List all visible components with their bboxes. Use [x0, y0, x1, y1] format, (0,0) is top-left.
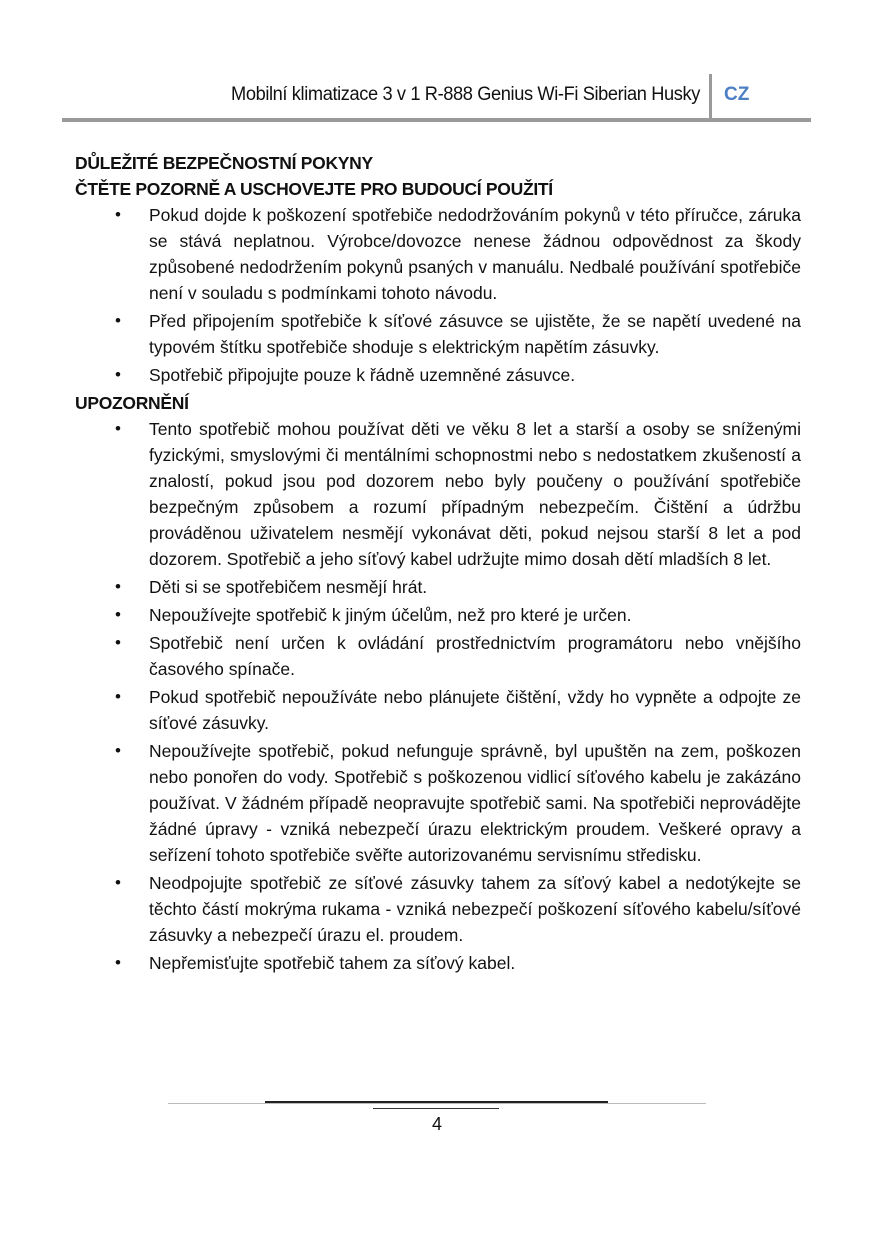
- safety-list: [75, 202, 801, 388]
- warning-list: [75, 416, 801, 976]
- safety-subheading: ČTĚTE POZORNĚ A USCHOVEJTE PRO BUDOUCÍ POUŽITÍ: [75, 179, 553, 199]
- list-item-text: Nepoužívejte spotřebič, pokud nefunguje správně, byl upuštěn na zem, poškozen nebo ponořen do vody. Spotřebič s poškozenou vidlicí síťového kabelu je zakázáno používat. V žádném případě neopravujte spotřebič sami. Na spotřebiči neprovádějte žádné úpravy - vzniká nebezpečí úrazu elektrickým proudem. Veškeré opravy a seřízení tohoto spotřebiče svěřte autorizovanému servisnímu středisku.: [149, 741, 801, 865]
- list-item: [75, 574, 801, 600]
- list-item: [75, 602, 801, 628]
- bullet-icon: •: [115, 205, 121, 224]
- list-item-text: Nepřemisťujte spotřebič tahem za síťový kabel.: [149, 953, 516, 973]
- bullet-icon: •: [115, 419, 121, 438]
- list-item: [75, 202, 801, 306]
- bullet-icon: •: [115, 605, 121, 624]
- list-item-text: Spotřebič není určen k ovládání prostřednictvím programátoru nebo vnějšího časového spínače.: [149, 633, 801, 679]
- list-item-text: Před připojením spotřebiče k síťové zásuvce se ujistěte, že se napětí uvedené na typovém štítku spotřebiče shoduje s elektrickým napětím zásuvky.: [149, 311, 801, 357]
- list-item-text: Nepoužívejte spotřebič k jiným účelům, než pro které je určen.: [149, 605, 632, 625]
- list-item: [75, 308, 801, 360]
- list-item: [75, 684, 801, 736]
- page-content: [75, 150, 801, 978]
- list-item: [75, 416, 801, 572]
- list-item: [75, 870, 801, 948]
- list-item-text: Děti si se spotřebičem nesmějí hrát.: [149, 577, 428, 597]
- header-rule: [62, 118, 811, 122]
- list-item-text: Tento spotřebič mohou používat děti ve věku 8 let a starší a osoby se sníženými fyzickými, smyslovými či mentálními schopnostmi nebo s nedostatkem zkušeností a znalostí, pokud jsou pod dozorem nebo byly poučeny o používání spotřebiče bezpečným způsobem a rozumí případným nebezpečím. Čištění a údržbu prováděnou uživatelem nesmějí vykonávat děti, pokud nejsou starší 8 let a pod dozorem. Spotřebič a jeho síťový kabel udržujte mimo dosah dětí mladších 8 let.: [149, 419, 801, 569]
- list-item: [75, 630, 801, 682]
- bullet-icon: •: [115, 633, 121, 652]
- language-badge: CZ: [724, 84, 750, 105]
- list-item-text: Pokud dojde k poškození spotřebiče nedodržováním pokynů v této příručce, záruka se stává neplatnou. Výrobce/dovozce nenese žádnou odpovědnost za škody způsobené nedodržením pokynů psaných v manuálu. Nedbalé používání spotřebiče není v souladu s podmínkami tohoto návodu.: [149, 205, 801, 303]
- bullet-icon: •: [115, 365, 121, 384]
- footer-rule-short: [373, 1108, 499, 1109]
- bullet-icon: •: [115, 741, 121, 760]
- list-item-text: Neodpojujte spotřebič ze síťové zásuvky tahem za síťový kabel a nedotýkejte se těchto částí mokrýma rukama - vzniká nebezpečí poškození síťového kabelu/síťové zásuvky a nebezpečí úrazu el. proudem.: [149, 873, 801, 945]
- bullet-icon: •: [115, 873, 121, 892]
- safety-heading: DŮLEŽITÉ BEZPEČNOSTNÍ POKYNY: [75, 153, 373, 173]
- footer-rule: [168, 1103, 706, 1104]
- list-item: [75, 362, 801, 388]
- bullet-icon: •: [115, 577, 121, 596]
- bullet-icon: •: [115, 687, 121, 706]
- header-separator: [709, 74, 712, 122]
- document-header-title: Mobilní klimatizace 3 v 1 R-888 Genius Wi-Fi Siberian Husky: [231, 84, 701, 105]
- page-number: 4: [431, 1114, 442, 1134]
- footer-rule-dark: [265, 1101, 608, 1103]
- list-item-text: Pokud spotřebič nepoužíváte nebo plánujete čištění, vždy ho vypněte a odpojte ze síťové zásuvky.: [149, 687, 801, 733]
- warning-heading: UPOZORNĚNÍ: [75, 393, 189, 413]
- list-item: [75, 950, 801, 976]
- bullet-icon: •: [115, 953, 121, 972]
- list-item: [75, 738, 801, 868]
- list-item-text: Spotřebič připojujte pouze k řádně uzemněné zásuvce.: [149, 365, 576, 385]
- bullet-icon: •: [115, 311, 121, 330]
